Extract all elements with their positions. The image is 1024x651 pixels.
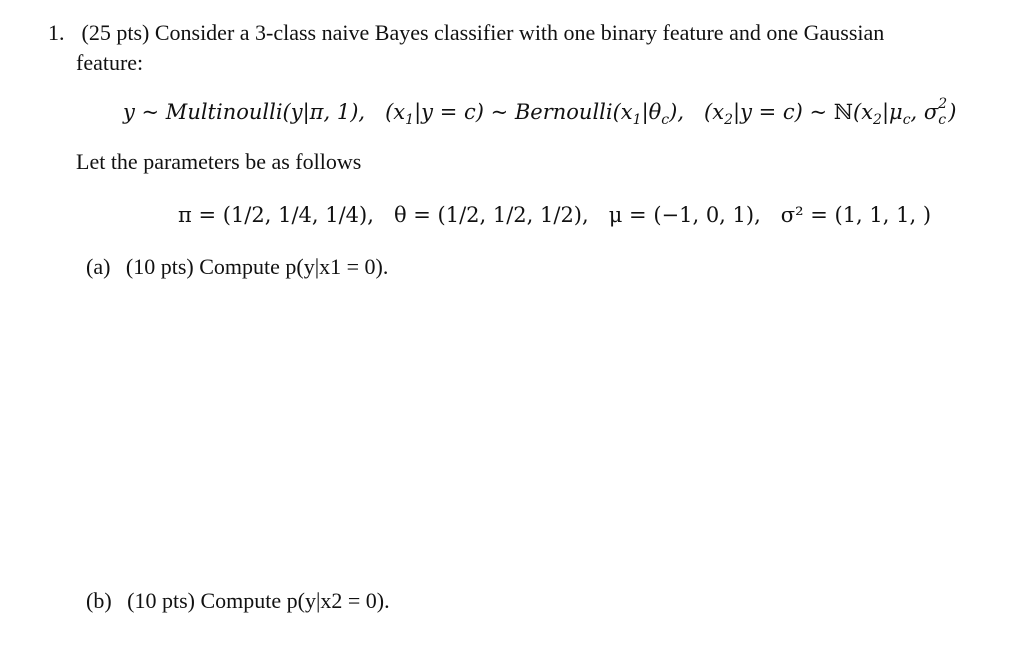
part-a-text: Compute p(y|x1 = 0). [199, 254, 389, 279]
problem-intro-line2: feature: [76, 50, 144, 75]
part-b-points: (10 pts) [127, 588, 195, 613]
problem-number: 1. [48, 20, 65, 45]
part-b-label: (b) [86, 588, 112, 613]
part-b [86, 587, 390, 615]
params-equation [178, 201, 931, 229]
params-intro [76, 148, 361, 176]
problem-intro-continuation [76, 49, 143, 77]
problem-intro-line1: Consider a 3-class naive Bayes classifier with one binary feature and one Gaussian [154, 20, 885, 45]
part-b-text: Compute p(y|x2 = 0). [200, 588, 390, 613]
param-pi: π = (1/2, 1/4, 1/4), [178, 203, 374, 227]
part-a [86, 253, 388, 281]
part-a-label: (a) [86, 254, 111, 279]
problem-points: (25 pts) [81, 20, 150, 45]
equation-y-distribution: y ~ Multinoulli(y|π, 1), [123, 100, 366, 124]
model-equation [123, 96, 957, 129]
equation-x2-distribution: $(x_2|y = c)$ ~ $ℕ(x_2|\mu_c$, σ 2 c ) [704, 96, 957, 129]
param-sigma: σ² = (1, 1, 1, ) [780, 203, 932, 227]
problem-header [48, 19, 884, 47]
param-mu: μ = (−1, 0, 1), [608, 203, 761, 227]
part-a-points: (10 pts) [125, 254, 194, 279]
param-theta: θ = (1/2, 1/2, 1/2), [393, 203, 589, 227]
equation-x1-distribution: $(x_1|y = c)$ ~ $Bernoulli(x_1|\theta_c)$, [385, 100, 684, 129]
params-intro-text: Let the parameters be as follows [76, 149, 362, 174]
